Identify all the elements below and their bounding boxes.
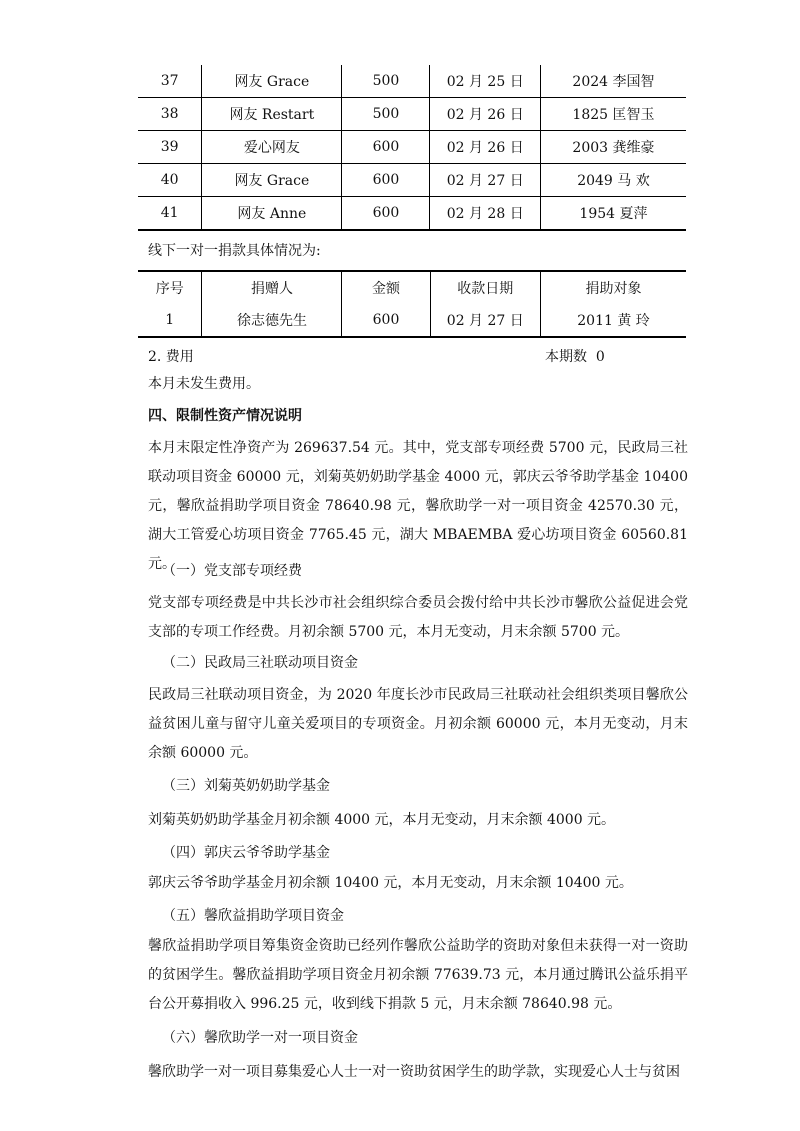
item5-text: 馨欣益捐助学项目筹集资金资助已经列作馨欣公益助学的资助对象但未获得一对一资助的贫困学生。馨欣益捐助学项目资金月初余额 77639.73 元，本月通过腾讯公益乐捐平台公开募捐收入 996.25 元，收到线下捐款 5 元，月末余额 78640.98 元。: [148, 938, 688, 1012]
offline-intro: 线下一对一捐款具体情况为:: [148, 243, 321, 259]
item3-title: （三）刘菊英奶奶助学基金: [162, 778, 330, 794]
item1-text: 党支部专项经费是中共长沙市社会组织综合委员会拨付给中共长沙市馨欣公益促进会党支部的专项工作经费。月初余额 5700 元，本月无变动，月末余额 5700 元。: [148, 595, 688, 640]
item5-title: （五）馨欣益捐助学项目资金: [162, 908, 344, 924]
cell-amount: 500: [342, 98, 430, 131]
table-header-row: [138, 271, 686, 304]
table-row: [138, 304, 686, 337]
cell-donor: 网友 Anne: [202, 197, 342, 231]
cell-date: 02 月 28 日: [430, 197, 540, 231]
fees-title: 2. 费用: [148, 349, 194, 365]
cell-donor: 网友 Grace: [202, 164, 342, 197]
table-row: [138, 164, 686, 197]
cell-donor: 徐志德先生: [202, 304, 342, 337]
online-donation-table: [138, 65, 686, 231]
fees-note: 本月未发生费用。: [148, 376, 260, 392]
cell-donor: 网友 Restart: [202, 98, 342, 131]
section4-intro: 本月末限定性净资产为 269637.54 元。其中，党支部专项经费 5700 元，民政局三社联动项目资金 60000 元，刘菊英奶奶助学基金 4000 元，郭庆云爷爷助学基金 10400 元，馨欣益捐助学项目资金 78640.98 元，馨欣助学一对一项目资金 42570.30 元，湖大工管爱心坊项目资金 7765.45 元，湖大 MBAEMBA 爱心坊项目资金 60560.81 元。: [148, 440, 688, 572]
cell-date: 02 月 26 日: [430, 98, 540, 131]
fees-period: [545, 346, 605, 366]
cell-amount: 500: [342, 65, 430, 98]
item6-title: （六）馨欣助学一对一项目资金: [162, 1030, 358, 1046]
item2-title: （二）民政局三社联动项目资金: [162, 655, 358, 671]
header-date: 收款日期: [430, 271, 541, 304]
cell-no: 39: [138, 131, 202, 164]
cell-recipient: 1954 夏萍: [540, 197, 686, 231]
cell-date: 02 月 25 日: [430, 65, 540, 98]
cell-no: 41: [138, 197, 202, 231]
cell-recipient: 2049 马 欢: [540, 164, 686, 197]
cell-recipient: 2003 龚维豪: [540, 131, 686, 164]
item4-text: 郭庆云爷爷助学基金月初余额 10400 元，本月无变动，月末余额 10400 元。: [148, 875, 633, 891]
cell-no: 38: [138, 98, 202, 131]
header-amount: 金额: [342, 271, 430, 304]
item6-text: 馨欣助学一对一项目募集爱心人士一对一资助贫困学生的助学款，实现爱心人士与贫困: [148, 1064, 680, 1080]
item4-title: （四）郭庆云爷爷助学基金: [162, 845, 330, 861]
offline-donation-table: [138, 270, 686, 338]
cell-date: 02 月 27 日: [430, 164, 540, 197]
cell-date: 02 月 26 日: [430, 131, 540, 164]
table-row: [138, 197, 686, 231]
cell-donor: 网友 Grace: [202, 65, 342, 98]
cell-donor: 爱心网友: [202, 131, 342, 164]
item3-text: 刘菊英奶奶助学基金月初余额 4000 元，本月无变动，月末余额 4000 元。: [148, 812, 616, 828]
cell-no: 37: [160, 73, 179, 89]
cell-recipient: 2011 黄 玲: [541, 304, 686, 337]
cell-amount: 600: [342, 197, 430, 231]
header-no: 序号: [155, 281, 184, 297]
header-recipient: 捐助对象: [541, 271, 686, 304]
table-row: [138, 65, 686, 98]
cell-recipient: 1825 匡智玉: [540, 98, 686, 131]
cell-amount: 600: [342, 304, 430, 337]
fees-period-value: 0: [595, 349, 605, 365]
cell-amount: 600: [342, 131, 430, 164]
item1-title: （一）党支部专项经费: [162, 563, 302, 579]
section4-title: 四、限制性资产情况说明: [148, 408, 302, 424]
cell-amount: 600: [342, 164, 430, 197]
header-donor: 捐赠人: [202, 271, 342, 304]
cell-no: 1: [165, 312, 175, 328]
item2-text: 民政局三社联动项目资金，为 2020 年度长沙市民政局三社联动社会组织类项目馨欣公益贫困儿童与留守儿童关爱项目的专项资金。月初余额 60000 元，本月无变动，月末余额 60000 元。: [148, 687, 688, 761]
table-row: [138, 131, 686, 164]
cell-recipient: 2024 李国智: [540, 65, 686, 98]
table-row: [138, 98, 686, 131]
fees-period-label: 本期数: [545, 349, 587, 365]
cell-no: 40: [138, 164, 202, 197]
cell-date: 02 月 27 日: [430, 304, 541, 337]
